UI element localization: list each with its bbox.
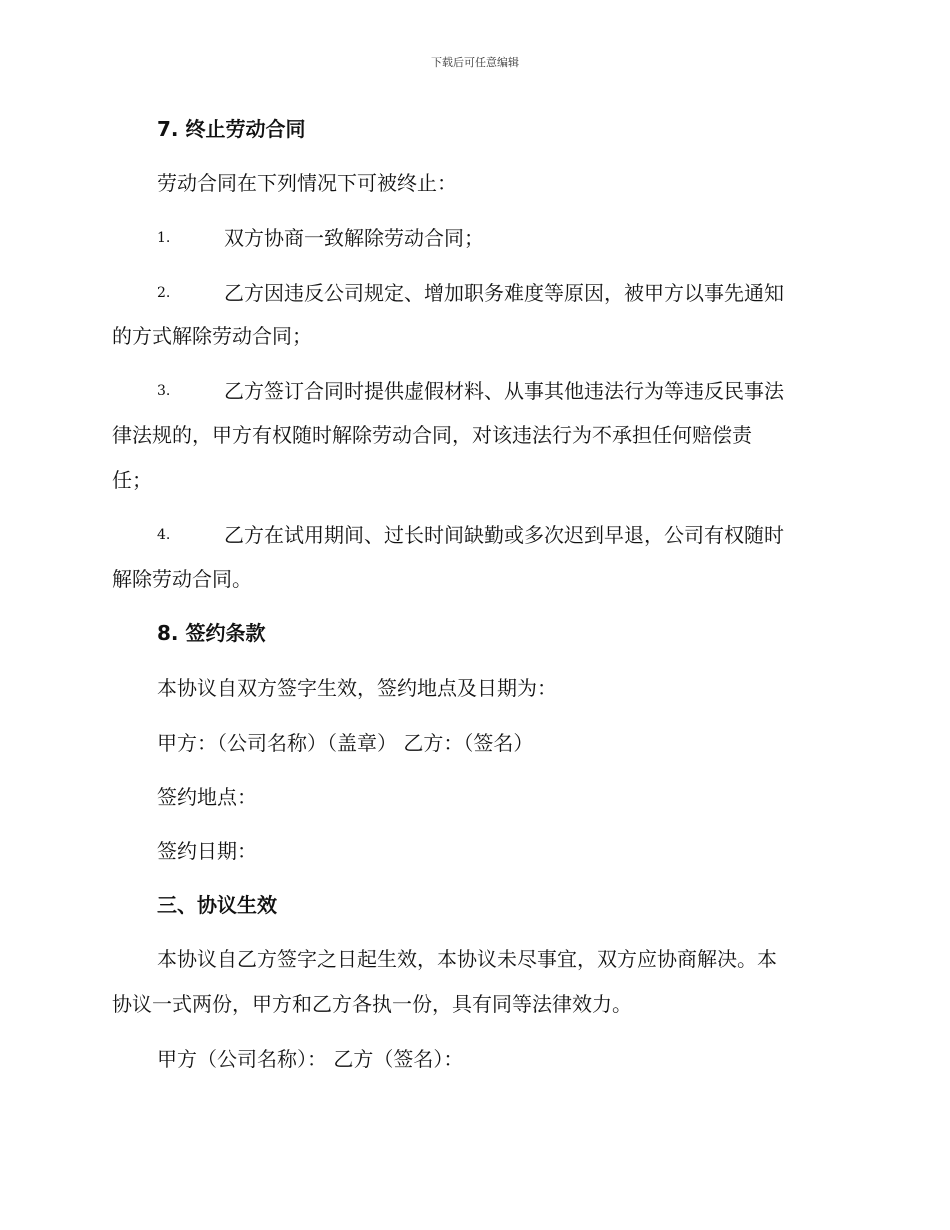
list-item-3-text-line-3: 任；: [112, 468, 152, 492]
section-8-intro: 本协议自双方签字生效，签约地点及日期为：: [157, 676, 557, 700]
list-item-1-number: 1.: [157, 230, 171, 246]
list-item-2-number: 2.: [157, 285, 171, 301]
list-item-3-number: 3.: [157, 383, 171, 399]
section-8-date: 签约日期：: [157, 839, 257, 863]
header-note: 下载后可任意编辑: [431, 56, 519, 69]
list-item-3-text-line-2: 律法规的，甲方有权随时解除劳动合同，对该违法行为不承担任何赔偿责: [112, 423, 752, 447]
section-8-place: 签约地点：: [157, 785, 257, 809]
list-item-2-text-line-1: 乙方因违反公司规定、增加职务难度等原因，被甲方以事先通知: [224, 281, 784, 305]
section-7-heading: 7. 终止劳动合同: [157, 117, 306, 141]
list-item-3-text-line-1: 乙方签订合同时提供虚假材料、从事其他违法行为等违反民事法: [224, 379, 784, 403]
list-item-4-text-line-1: 乙方在试用期间、过长时间缺勤或多次迟到早退，公司有权随时: [224, 523, 784, 547]
section-3-body-line-2: 协议一式两份，甲方和乙方各执一份，具有同等法律效力。: [112, 992, 632, 1016]
section-3-signature: 甲方（公司名称）： 乙方（签名）：: [157, 1047, 464, 1071]
list-item-4-number: 4.: [157, 527, 171, 543]
list-item-1-text: 双方协商一致解除劳动合同；: [224, 226, 484, 250]
section-3-body-line-1: 本协议自乙方签字之日起生效，本协议未尽事宜，双方应协商解决。本: [157, 947, 777, 971]
list-item-4-text-line-2: 解除劳动合同。: [112, 567, 252, 591]
section-8-heading: 8. 签约条款: [157, 621, 266, 645]
list-item-2-text-line-2: 的方式解除劳动合同；: [112, 324, 312, 348]
section-8-parties: 甲方：（公司名称）（盖章） 乙方：（签名）: [157, 731, 534, 755]
section-7-intro: 劳动合同在下列情况下可被终止：: [157, 171, 457, 195]
section-3-heading: 三、协议生效: [157, 893, 277, 917]
